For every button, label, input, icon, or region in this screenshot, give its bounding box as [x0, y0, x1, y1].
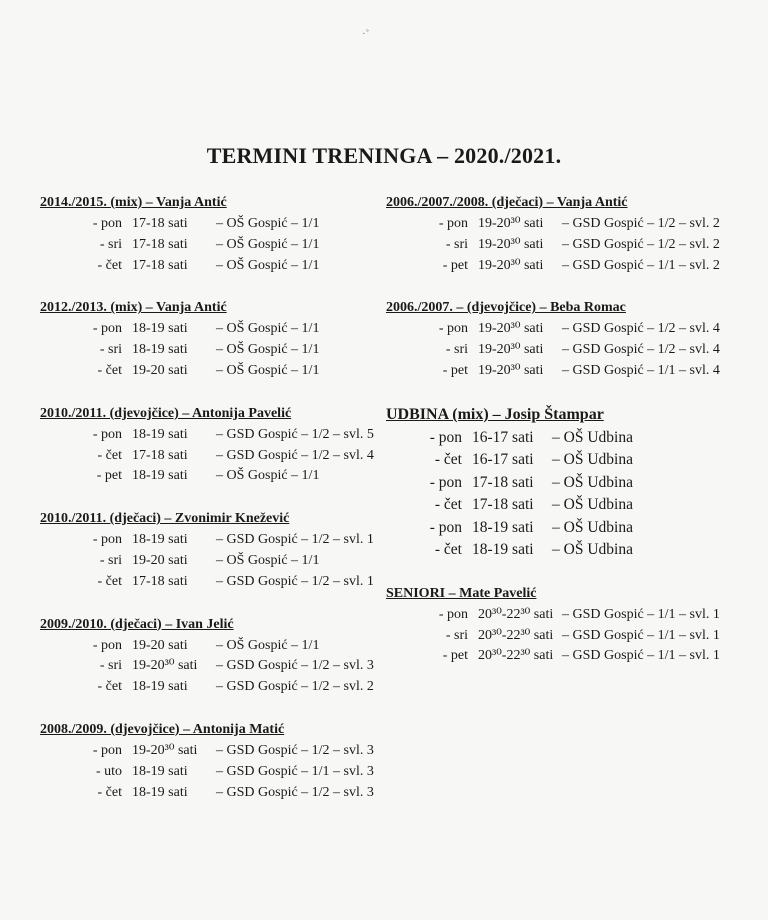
row-time: 18-19 sati: [132, 426, 188, 442]
row-time: 18-19 sati: [132, 784, 188, 800]
row-place: – OŠ Udbina: [552, 451, 633, 469]
schedule-row: [40, 446, 380, 467]
row-day: - sri: [99, 236, 122, 252]
row-place: – OŠ Gospić – 1/1: [216, 468, 320, 484]
row-day: - čet: [97, 679, 122, 695]
row-time: 20³⁰-22³⁰ sati: [478, 627, 554, 643]
row-place: – OŠ Gospić – 1/1: [216, 637, 320, 653]
schedule-row: [40, 656, 380, 677]
group-heading: 2014./2015. (mix) – Vanja Antić: [40, 195, 227, 210]
row-time: 19-20³⁰ sati: [478, 362, 544, 378]
row-place: – GSD Gospić – 1/2 – svl. 1: [216, 532, 374, 548]
row-day: - pon: [429, 473, 462, 491]
row-day: - čet: [434, 541, 462, 559]
row-time: 19-20 sati: [132, 362, 188, 378]
row-time: 17-18 sati: [132, 257, 188, 273]
row-place: – GSD Gospić – 1/2 – svl. 1: [216, 573, 374, 589]
schedule-row: [386, 340, 756, 361]
row-place: – GSD Gospić – 1/2 – svl. 3: [216, 658, 374, 674]
row-place: – GSD Gospić – 1/2 – svl. 2: [216, 679, 374, 695]
row-time: 18-19 sati: [132, 679, 188, 695]
row-place: – OŠ Udbina: [552, 473, 633, 491]
row-time: 18-19 sati: [132, 342, 188, 358]
group-heading: 2010./2011. (djevojčice) – Antonija Pavelić: [40, 405, 292, 421]
group-heading: 2009./2010. (dječaci) – Ivan Jelić: [40, 616, 234, 632]
schedule-row: [386, 449, 756, 472]
schedule-row: [386, 472, 756, 495]
row-place: – GSD Gospić – 1/2 – svl. 2: [562, 236, 720, 252]
row-place: – OŠ Gospić – 1/1: [216, 362, 320, 378]
row-day: - sri: [99, 552, 122, 568]
row-time: 20³⁰-22³⁰ sati: [478, 606, 554, 622]
schedule-row: [40, 235, 380, 256]
row-time: 19-20 sati: [132, 552, 188, 568]
schedule-row: [386, 646, 756, 667]
schedule-row: [40, 530, 380, 551]
schedule-row: [40, 361, 380, 382]
scan-speck: ·˚: [362, 28, 370, 40]
row-time: 19-20³⁰ sati: [132, 658, 198, 674]
row-place: – OŠ Udbina: [552, 496, 633, 514]
schedule-row: [40, 340, 380, 361]
schedule-row: [40, 466, 380, 487]
row-place: – GSD Gospić – 1/1 – svl. 3: [216, 763, 374, 779]
row-time: 18-19 sati: [132, 763, 188, 779]
row-day: - sri: [99, 658, 122, 674]
row-place: – GSD Gospić – 1/2 – svl. 4: [562, 342, 720, 358]
schedule-group: [40, 720, 380, 803]
row-day: - pet: [442, 362, 468, 378]
row-place: – GSD Gospić – 1/2 – svl. 3: [216, 784, 374, 800]
row-day: - pon: [438, 216, 468, 231]
row-place: – GSD Gospić – 1/1 – svl. 1: [562, 606, 720, 622]
row-day: - sri: [445, 236, 468, 252]
row-time: 20³⁰-22³⁰ sati: [478, 648, 554, 664]
group-heading: 2006./2007. – (djevojčice) – Beba Romac: [386, 300, 626, 316]
row-place: – GSD Gospić – 1/2 – svl. 3: [216, 742, 374, 758]
row-day: - pon: [92, 532, 122, 548]
row-time: 18-19 sati: [472, 518, 534, 536]
row-place: – OŠ Gospić – 1/1: [216, 236, 320, 252]
row-place: – OŠ Gospić – 1/1: [216, 216, 320, 231]
row-time: 18-19 sati: [472, 541, 534, 559]
schedule-row: [40, 214, 380, 235]
row-day: - pon: [92, 321, 122, 337]
row-day: - sri: [445, 342, 468, 358]
group-heading: SENIORI – Mate Pavelić: [386, 585, 537, 601]
schedule-group: [40, 404, 380, 487]
schedule-row: [386, 517, 756, 540]
row-place: – GSD Gospić – 1/2 – svl. 2: [562, 216, 720, 231]
row-place: – GSD Gospić – 1/2 – svl. 4: [562, 321, 720, 337]
schedule-row: [386, 494, 756, 517]
schedule-group: [40, 193, 380, 276]
schedule-row: [40, 677, 380, 698]
schedule-row: [386, 361, 756, 382]
row-time: 19-20³⁰ sati: [478, 342, 544, 358]
row-day: - pon: [429, 428, 462, 446]
row-time: 19-20³⁰ sati: [478, 257, 544, 273]
row-place: – OŠ Gospić – 1/1: [216, 552, 320, 568]
schedule-row: [40, 425, 380, 446]
row-day: - čet: [434, 451, 462, 469]
row-place: – GSD Gospić – 1/2 – svl. 4: [216, 447, 374, 463]
row-day: - pon: [438, 606, 468, 622]
group-heading: 2008./2009. (djevojčice) – Antonija Matić: [40, 721, 285, 737]
schedule-row: [386, 319, 756, 340]
row-time: 17-18 sati: [132, 216, 188, 231]
schedule-row: [386, 427, 756, 450]
left-column: [40, 193, 380, 825]
row-time: 17-18 sati: [132, 236, 188, 252]
row-place: – OŠ Gospić – 1/1: [216, 257, 320, 273]
row-day: - pet: [442, 257, 468, 273]
row-time: 17-18 sati: [132, 573, 188, 589]
right-column: [386, 193, 756, 689]
row-time: 16-17 sati: [472, 428, 534, 446]
schedule-group: [40, 509, 380, 592]
group-heading: UDBINA (mix) – Josip Štampar: [386, 405, 604, 423]
schedule-group: [386, 193, 756, 276]
schedule-row: [386, 235, 756, 256]
schedule-row: [386, 605, 756, 626]
schedule-row: [386, 214, 756, 235]
schedule-row: [40, 783, 380, 804]
schedule-row: [386, 256, 756, 277]
row-time: 17-18 sati: [132, 447, 188, 463]
group-heading: 2010./2011. (dječaci) – Zvonimir Knežević: [40, 511, 290, 527]
row-place: – OŠ Udbina: [552, 428, 633, 446]
group-heading: 2006./2007./2008. (dječaci) – Vanja Antić: [386, 195, 628, 210]
row-day: - uto: [95, 763, 122, 779]
row-time: 17-18 sati: [472, 473, 534, 491]
row-time: 19-20³⁰ sati: [478, 236, 544, 252]
schedule-group: [386, 298, 756, 381]
schedule-group: [386, 404, 756, 562]
row-day: - čet: [97, 447, 122, 463]
row-day: - čet: [434, 496, 462, 514]
row-day: - pet: [96, 468, 122, 484]
row-place: – GSD Gospić – 1/1 – svl. 1: [562, 648, 720, 664]
row-place: – GSD Gospić – 1/1 – svl. 1: [562, 627, 720, 643]
schedule-row: [40, 741, 380, 762]
row-time: 18-19 sati: [132, 468, 188, 484]
row-day: - pon: [429, 518, 462, 536]
row-day: - pon: [92, 426, 122, 442]
schedule-row: [40, 636, 380, 657]
row-time: 19-20³⁰ sati: [132, 742, 198, 758]
row-day: - pon: [438, 321, 468, 337]
row-day: - sri: [99, 342, 122, 358]
row-time: 18-19 sati: [132, 321, 188, 337]
row-day: - čet: [97, 257, 122, 273]
schedule-row: [40, 762, 380, 783]
row-place: – OŠ Gospić – 1/1: [216, 342, 320, 358]
row-place: – OŠ Udbina: [552, 541, 633, 559]
row-day: - pon: [92, 742, 122, 758]
row-time: 19-20 sati: [132, 637, 188, 653]
schedule-row: [386, 626, 756, 647]
row-time: 17-18 sati: [472, 496, 534, 514]
schedule-row: [386, 539, 756, 562]
schedule-group: [386, 584, 756, 667]
row-place: – OŠ Udbina: [552, 518, 633, 536]
row-day: - čet: [97, 573, 122, 589]
row-time: 19-20³⁰ sati: [478, 216, 544, 231]
page-title: TERMINI TRENINGA – 2020./2021.: [206, 143, 562, 168]
row-place: – GSD Gospić – 1/1 – svl. 4: [562, 362, 720, 378]
row-day: - pet: [442, 648, 468, 664]
schedule-row: [40, 256, 380, 277]
row-day: - sri: [445, 627, 468, 643]
schedule-group: [40, 298, 380, 381]
schedule-group: [40, 615, 380, 698]
row-time: 16-17 sati: [472, 451, 534, 469]
group-heading: 2012./2013. (mix) – Vanja Antić: [40, 300, 227, 316]
row-day: - pon: [92, 637, 122, 653]
schedule-row: [40, 551, 380, 572]
row-place: – GSD Gospić – 1/1 – svl. 2: [562, 257, 720, 273]
row-day: - čet: [97, 362, 122, 378]
schedule-row: [40, 572, 380, 593]
row-place: – GSD Gospić – 1/2 – svl. 5: [216, 426, 374, 442]
row-day: - čet: [97, 784, 122, 800]
row-place: – OŠ Gospić – 1/1: [216, 321, 320, 337]
row-day: - pon: [92, 216, 122, 231]
schedule-row: [40, 319, 380, 340]
row-time: 18-19 sati: [132, 532, 188, 548]
row-time: 19-20³⁰ sati: [478, 321, 544, 337]
